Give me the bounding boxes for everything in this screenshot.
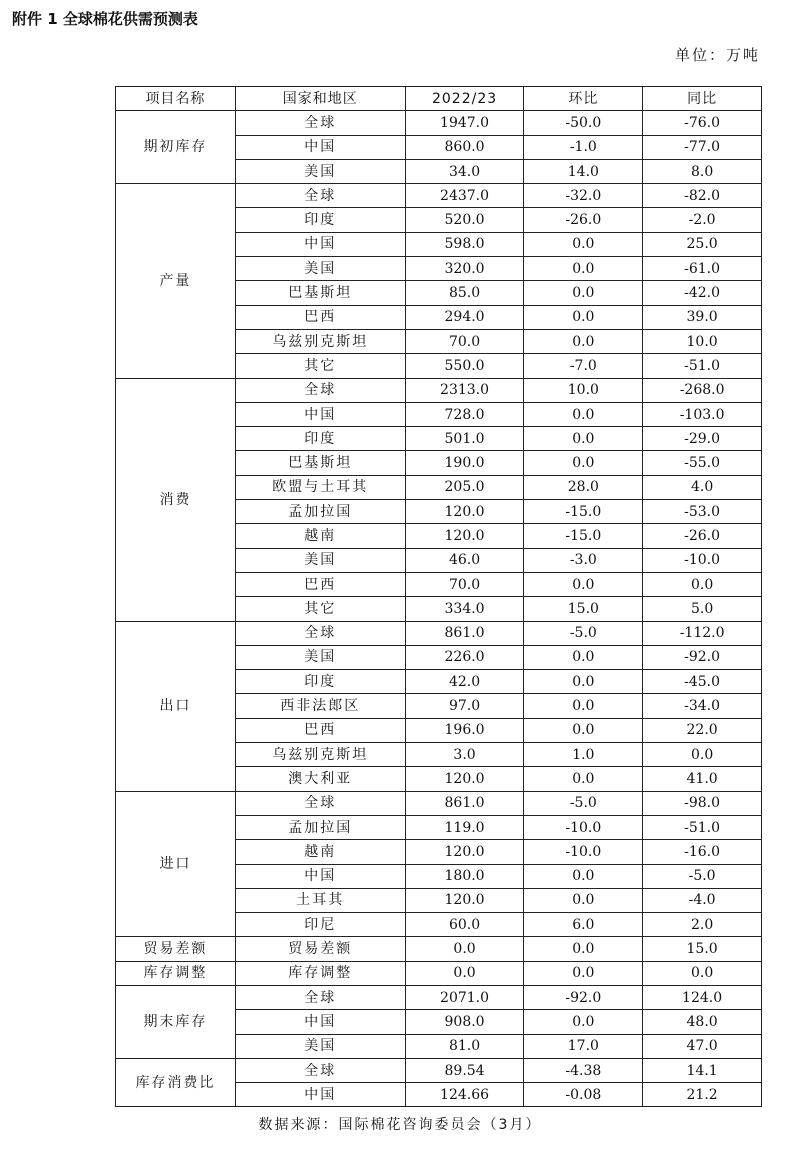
region-cell: 欧盟与土耳其 xyxy=(235,475,405,499)
mom-cell: 0.0 xyxy=(524,645,643,669)
mom-cell: -4.38 xyxy=(524,1058,643,1082)
header-item-name: 项目名称 xyxy=(116,87,236,111)
table-header-row xyxy=(116,87,762,111)
value-cell: 42.0 xyxy=(405,670,524,694)
yoy-cell: -2.0 xyxy=(643,208,762,232)
region-cell: 孟加拉国 xyxy=(235,500,405,524)
yoy-cell: 41.0 xyxy=(643,767,762,791)
section-name-cell: 消费 xyxy=(116,378,236,621)
value-cell: 190.0 xyxy=(405,451,524,475)
table-row xyxy=(116,985,762,1009)
value-cell: 34.0 xyxy=(405,159,524,183)
value-cell: 226.0 xyxy=(405,645,524,669)
region-cell: 印尼 xyxy=(235,913,405,937)
mom-cell: 0.0 xyxy=(524,305,643,329)
mom-cell: 0.0 xyxy=(524,888,643,912)
value-cell: 120.0 xyxy=(405,767,524,791)
supply-demand-table xyxy=(115,86,762,1107)
table-row xyxy=(116,791,762,815)
value-cell: 85.0 xyxy=(405,281,524,305)
region-cell: 孟加拉国 xyxy=(235,815,405,839)
value-cell: 70.0 xyxy=(405,329,524,353)
value-cell: 120.0 xyxy=(405,888,524,912)
yoy-cell: -82.0 xyxy=(643,184,762,208)
section-name-cell: 库存调整 xyxy=(116,961,236,985)
mom-cell: 0.0 xyxy=(524,572,643,596)
mom-cell: -5.0 xyxy=(524,621,643,645)
yoy-cell: 21.2 xyxy=(643,1083,762,1107)
region-cell: 中国 xyxy=(235,402,405,426)
mom-cell: -32.0 xyxy=(524,184,643,208)
value-cell: 3.0 xyxy=(405,743,524,767)
region-cell: 巴基斯坦 xyxy=(235,451,405,475)
value-cell: 60.0 xyxy=(405,913,524,937)
region-cell: 美国 xyxy=(235,645,405,669)
unit-label: 单位：万吨 xyxy=(674,46,760,64)
region-cell: 全球 xyxy=(235,985,405,1009)
region-cell: 库存调整 xyxy=(235,961,405,985)
mom-cell: 0.0 xyxy=(524,961,643,985)
table-row xyxy=(116,184,762,208)
region-cell: 全球 xyxy=(235,621,405,645)
value-cell: 861.0 xyxy=(405,791,524,815)
value-cell: 908.0 xyxy=(405,1010,524,1034)
mom-cell: 28.0 xyxy=(524,475,643,499)
yoy-cell: -61.0 xyxy=(643,257,762,281)
region-cell: 乌兹别克斯坦 xyxy=(235,743,405,767)
yoy-cell: -45.0 xyxy=(643,670,762,694)
table-row xyxy=(116,111,762,135)
yoy-cell: 14.1 xyxy=(643,1058,762,1082)
value-cell: 119.0 xyxy=(405,815,524,839)
value-cell: 520.0 xyxy=(405,208,524,232)
mom-cell: -5.0 xyxy=(524,791,643,815)
yoy-cell: -53.0 xyxy=(643,500,762,524)
yoy-cell: 47.0 xyxy=(643,1034,762,1058)
section-name-cell: 期末库存 xyxy=(116,985,236,1058)
header-yoy: 同比 xyxy=(643,87,762,111)
yoy-cell: -42.0 xyxy=(643,281,762,305)
region-cell: 土耳其 xyxy=(235,888,405,912)
value-cell: 334.0 xyxy=(405,597,524,621)
yoy-cell: 39.0 xyxy=(643,305,762,329)
region-cell: 中国 xyxy=(235,1010,405,1034)
yoy-cell: 124.0 xyxy=(643,985,762,1009)
region-cell: 美国 xyxy=(235,159,405,183)
mom-cell: -3.0 xyxy=(524,548,643,572)
value-cell: 1947.0 xyxy=(405,111,524,135)
yoy-cell: -112.0 xyxy=(643,621,762,645)
mom-cell: -10.0 xyxy=(524,815,643,839)
header-region: 国家和地区 xyxy=(235,87,405,111)
value-cell: 0.0 xyxy=(405,937,524,961)
value-cell: 89.54 xyxy=(405,1058,524,1082)
mom-cell: 0.0 xyxy=(524,427,643,451)
value-cell: 97.0 xyxy=(405,694,524,718)
yoy-cell: 22.0 xyxy=(643,718,762,742)
section-name-cell: 产量 xyxy=(116,184,236,378)
section-name-cell: 出口 xyxy=(116,621,236,791)
value-cell: 120.0 xyxy=(405,500,524,524)
value-cell: 2313.0 xyxy=(405,378,524,402)
yoy-cell: -92.0 xyxy=(643,645,762,669)
yoy-cell: -16.0 xyxy=(643,840,762,864)
mom-cell: 1.0 xyxy=(524,743,643,767)
yoy-cell: 8.0 xyxy=(643,159,762,183)
region-cell: 其它 xyxy=(235,597,405,621)
table-row xyxy=(116,1058,762,1082)
mom-cell: 0.0 xyxy=(524,694,643,718)
yoy-cell: 5.0 xyxy=(643,597,762,621)
region-cell: 全球 xyxy=(235,791,405,815)
yoy-cell: 10.0 xyxy=(643,329,762,353)
data-source-note: 数据来源：国际棉花咨询委员会（3月） xyxy=(258,1117,542,1133)
mom-cell: -10.0 xyxy=(524,840,643,864)
value-cell: 860.0 xyxy=(405,135,524,159)
value-cell: 46.0 xyxy=(405,548,524,572)
value-cell: 501.0 xyxy=(405,427,524,451)
yoy-cell: 25.0 xyxy=(643,232,762,256)
region-cell: 中国 xyxy=(235,864,405,888)
yoy-cell: 0.0 xyxy=(643,961,762,985)
value-cell: 0.0 xyxy=(405,961,524,985)
document-title: 附件 1 全球棉花供需预测表 xyxy=(12,10,198,28)
mom-cell: 10.0 xyxy=(524,378,643,402)
region-cell: 乌兹别克斯坦 xyxy=(235,329,405,353)
section-name-cell: 进口 xyxy=(116,791,236,937)
region-cell: 中国 xyxy=(235,232,405,256)
yoy-cell: -76.0 xyxy=(643,111,762,135)
yoy-cell: -29.0 xyxy=(643,427,762,451)
mom-cell: -15.0 xyxy=(524,500,643,524)
yoy-cell: -26.0 xyxy=(643,524,762,548)
section-name-cell: 贸易差额 xyxy=(116,937,236,961)
region-cell: 全球 xyxy=(235,184,405,208)
mom-cell: 0.0 xyxy=(524,670,643,694)
table-row xyxy=(116,937,762,961)
yoy-cell: -51.0 xyxy=(643,815,762,839)
value-cell: 120.0 xyxy=(405,524,524,548)
yoy-cell: -98.0 xyxy=(643,791,762,815)
yoy-cell: 0.0 xyxy=(643,743,762,767)
yoy-cell: 4.0 xyxy=(643,475,762,499)
region-cell: 贸易差额 xyxy=(235,937,405,961)
yoy-cell: 2.0 xyxy=(643,913,762,937)
table-row xyxy=(116,378,762,402)
region-cell: 越南 xyxy=(235,840,405,864)
value-cell: 294.0 xyxy=(405,305,524,329)
yoy-cell: 0.0 xyxy=(643,572,762,596)
region-cell: 其它 xyxy=(235,354,405,378)
mom-cell: 0.0 xyxy=(524,1010,643,1034)
yoy-cell: -5.0 xyxy=(643,864,762,888)
value-cell: 196.0 xyxy=(405,718,524,742)
value-cell: 320.0 xyxy=(405,257,524,281)
mom-cell: 0.0 xyxy=(524,451,643,475)
region-cell: 巴西 xyxy=(235,572,405,596)
mom-cell: -0.08 xyxy=(524,1083,643,1107)
mom-cell: -1.0 xyxy=(524,135,643,159)
region-cell: 印度 xyxy=(235,670,405,694)
value-cell: 124.66 xyxy=(405,1083,524,1107)
region-cell: 巴西 xyxy=(235,305,405,329)
region-cell: 澳大利亚 xyxy=(235,767,405,791)
region-cell: 中国 xyxy=(235,1083,405,1107)
mom-cell: 0.0 xyxy=(524,257,643,281)
region-cell: 美国 xyxy=(235,257,405,281)
header-mom: 环比 xyxy=(524,87,643,111)
mom-cell: 0.0 xyxy=(524,402,643,426)
value-cell: 861.0 xyxy=(405,621,524,645)
table-body xyxy=(116,111,762,1107)
yoy-cell: -34.0 xyxy=(643,694,762,718)
yoy-cell: -4.0 xyxy=(643,888,762,912)
header-year: 2022/23 xyxy=(405,87,524,111)
yoy-cell: -268.0 xyxy=(643,378,762,402)
value-cell: 120.0 xyxy=(405,840,524,864)
mom-cell: -15.0 xyxy=(524,524,643,548)
mom-cell: -50.0 xyxy=(524,111,643,135)
region-cell: 印度 xyxy=(235,427,405,451)
mom-cell: 0.0 xyxy=(524,718,643,742)
section-name-cell: 库存消费比 xyxy=(116,1058,236,1107)
region-cell: 中国 xyxy=(235,135,405,159)
section-name-cell: 期初库存 xyxy=(116,111,236,184)
mom-cell: 6.0 xyxy=(524,913,643,937)
value-cell: 728.0 xyxy=(405,402,524,426)
mom-cell: 17.0 xyxy=(524,1034,643,1058)
mom-cell: -7.0 xyxy=(524,354,643,378)
region-cell: 西非法郎区 xyxy=(235,694,405,718)
value-cell: 180.0 xyxy=(405,864,524,888)
mom-cell: 0.0 xyxy=(524,329,643,353)
value-cell: 2071.0 xyxy=(405,985,524,1009)
yoy-cell: -51.0 xyxy=(643,354,762,378)
region-cell: 全球 xyxy=(235,378,405,402)
mom-cell: -26.0 xyxy=(524,208,643,232)
table-row xyxy=(116,621,762,645)
region-cell: 巴基斯坦 xyxy=(235,281,405,305)
yoy-cell: -77.0 xyxy=(643,135,762,159)
region-cell: 印度 xyxy=(235,208,405,232)
mom-cell: 0.0 xyxy=(524,864,643,888)
value-cell: 81.0 xyxy=(405,1034,524,1058)
value-cell: 550.0 xyxy=(405,354,524,378)
region-cell: 全球 xyxy=(235,1058,405,1082)
mom-cell: -92.0 xyxy=(524,985,643,1009)
mom-cell: 14.0 xyxy=(524,159,643,183)
value-cell: 598.0 xyxy=(405,232,524,256)
yoy-cell: 48.0 xyxy=(643,1010,762,1034)
mom-cell: 0.0 xyxy=(524,937,643,961)
yoy-cell: -103.0 xyxy=(643,402,762,426)
mom-cell: 0.0 xyxy=(524,232,643,256)
region-cell: 越南 xyxy=(235,524,405,548)
region-cell: 巴西 xyxy=(235,718,405,742)
table-row xyxy=(116,961,762,985)
yoy-cell: -10.0 xyxy=(643,548,762,572)
value-cell: 2437.0 xyxy=(405,184,524,208)
mom-cell: 0.0 xyxy=(524,281,643,305)
region-cell: 美国 xyxy=(235,1034,405,1058)
value-cell: 70.0 xyxy=(405,572,524,596)
yoy-cell: 15.0 xyxy=(643,937,762,961)
mom-cell: 15.0 xyxy=(524,597,643,621)
mom-cell: 0.0 xyxy=(524,767,643,791)
region-cell: 全球 xyxy=(235,111,405,135)
region-cell: 美国 xyxy=(235,548,405,572)
value-cell: 205.0 xyxy=(405,475,524,499)
yoy-cell: -55.0 xyxy=(643,451,762,475)
